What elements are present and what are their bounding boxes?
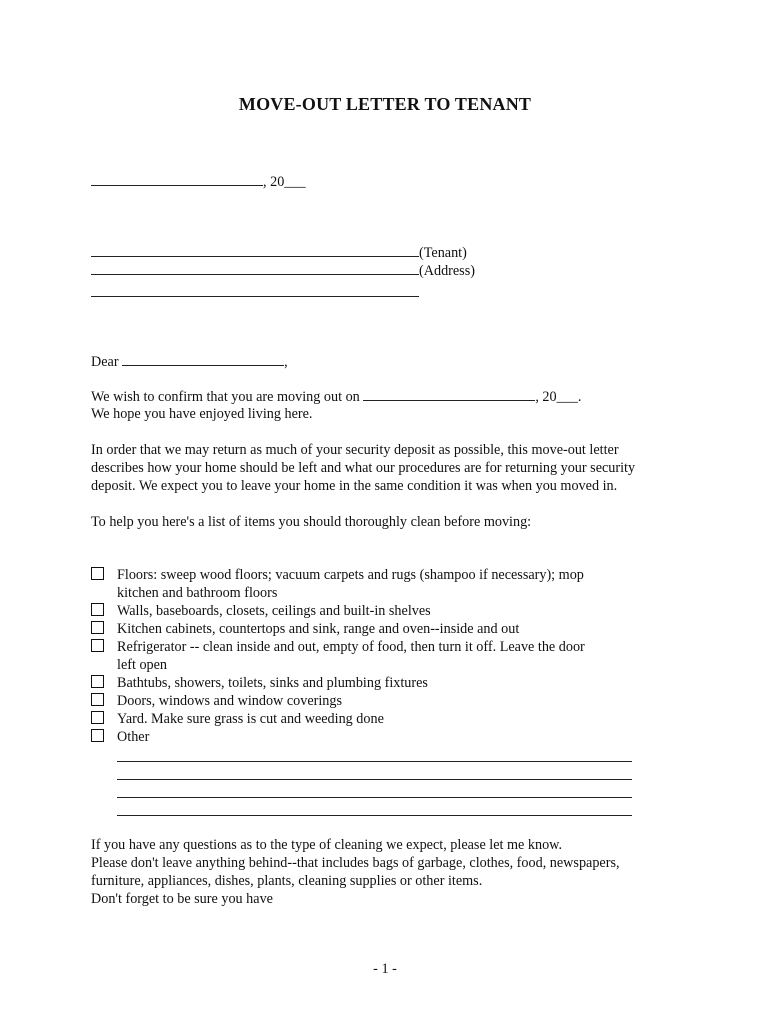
address-line <box>91 261 475 280</box>
date-suffix: , 20___ <box>263 174 306 190</box>
checklist-item: Bathtubs, showers, toilets, sinks and plumbing fixtures <box>117 675 428 691</box>
date-blank[interactable] <box>91 172 263 186</box>
document-title: MOVE-OUT LETTER TO TENANT <box>238 94 532 114</box>
checklist-item: Kitchen cabinets, countertops and sink, range and oven--inside and out <box>117 621 520 637</box>
checklist-item: Walls, baseboards, closets, ceilings and built-in shelves <box>117 603 431 619</box>
checklist-item-text: left open <box>117 657 168 673</box>
checkbox-refrigerator[interactable] <box>91 639 104 652</box>
checkbox-doors[interactable] <box>91 693 104 706</box>
date-line <box>91 172 306 191</box>
intro-line: deposit. We expect you to leave your home in the same condition it was when you moved in. <box>91 478 618 494</box>
address-label: (Address) <box>419 263 475 279</box>
page-number: - 1 - <box>373 961 397 977</box>
other-line-4[interactable] <box>117 815 632 816</box>
salutation-blank[interactable] <box>122 352 284 366</box>
checklist-item: Yard. Make sure grass is cut and weeding done <box>117 711 384 727</box>
checkbox-walls[interactable] <box>91 603 104 616</box>
other-line-2[interactable] <box>117 779 632 780</box>
confirm-suffix: , 20___. <box>535 389 582 405</box>
confirm-prefix: We wish to confirm that you are moving out on <box>91 389 360 405</box>
address-line-2[interactable] <box>91 296 419 297</box>
tenant-label: (Tenant) <box>419 245 467 261</box>
checklist-item: Other <box>117 729 150 745</box>
intro-paragraph <box>91 441 681 495</box>
closing-paragraph <box>91 836 681 908</box>
checklist-item <box>117 566 584 602</box>
list-intro: To help you here's a list of items you should thoroughly clean before moving: <box>91 514 532 530</box>
checklist-item-text: Refrigerator -- clean inside and out, empty of food, then turn it off. Leave the door <box>117 639 585 655</box>
checklist-item-text: Floors: sweep wood floors; vacuum carpets and rugs (shampoo if necessary); mop <box>117 567 584 583</box>
salutation-text: Dear <box>91 354 119 370</box>
salutation-line <box>91 352 288 371</box>
confirm-line <box>91 387 581 406</box>
hope-line: We hope you have enjoyed living here. <box>91 406 313 422</box>
other-line-1[interactable] <box>117 761 632 762</box>
intro-line: In order that we may return as much of your security deposit as possible, this move-out letter <box>91 442 619 458</box>
checkbox-other[interactable] <box>91 729 104 742</box>
checkbox-yard[interactable] <box>91 711 104 724</box>
intro-line: describes how your home should be left and what our procedures are for returning your security <box>91 460 636 476</box>
other-line-3[interactable] <box>117 797 632 798</box>
checkbox-floors[interactable] <box>91 567 104 580</box>
checkbox-kitchen[interactable] <box>91 621 104 634</box>
checklist-item <box>117 638 585 674</box>
checklist-item: Doors, windows and window coverings <box>117 693 343 709</box>
closing-line: Don't forget to be sure you have <box>91 891 273 907</box>
tenant-blank[interactable] <box>91 243 419 257</box>
closing-line: If you have any questions as to the type of cleaning we expect, please let me know. <box>91 837 563 853</box>
checkbox-bathtubs[interactable] <box>91 675 104 688</box>
address-blank[interactable] <box>91 261 419 275</box>
closing-line: Please don't leave anything behind--that includes bags of garbage, clothes, food, newspapers, <box>91 855 620 871</box>
move-out-date-blank[interactable] <box>363 387 535 401</box>
checklist-item-text: kitchen and bathroom floors <box>117 585 278 601</box>
tenant-line <box>91 243 467 262</box>
closing-line: furniture, appliances, dishes, plants, cleaning supplies or other items. <box>91 873 483 889</box>
salutation-suffix: , <box>284 354 288 370</box>
